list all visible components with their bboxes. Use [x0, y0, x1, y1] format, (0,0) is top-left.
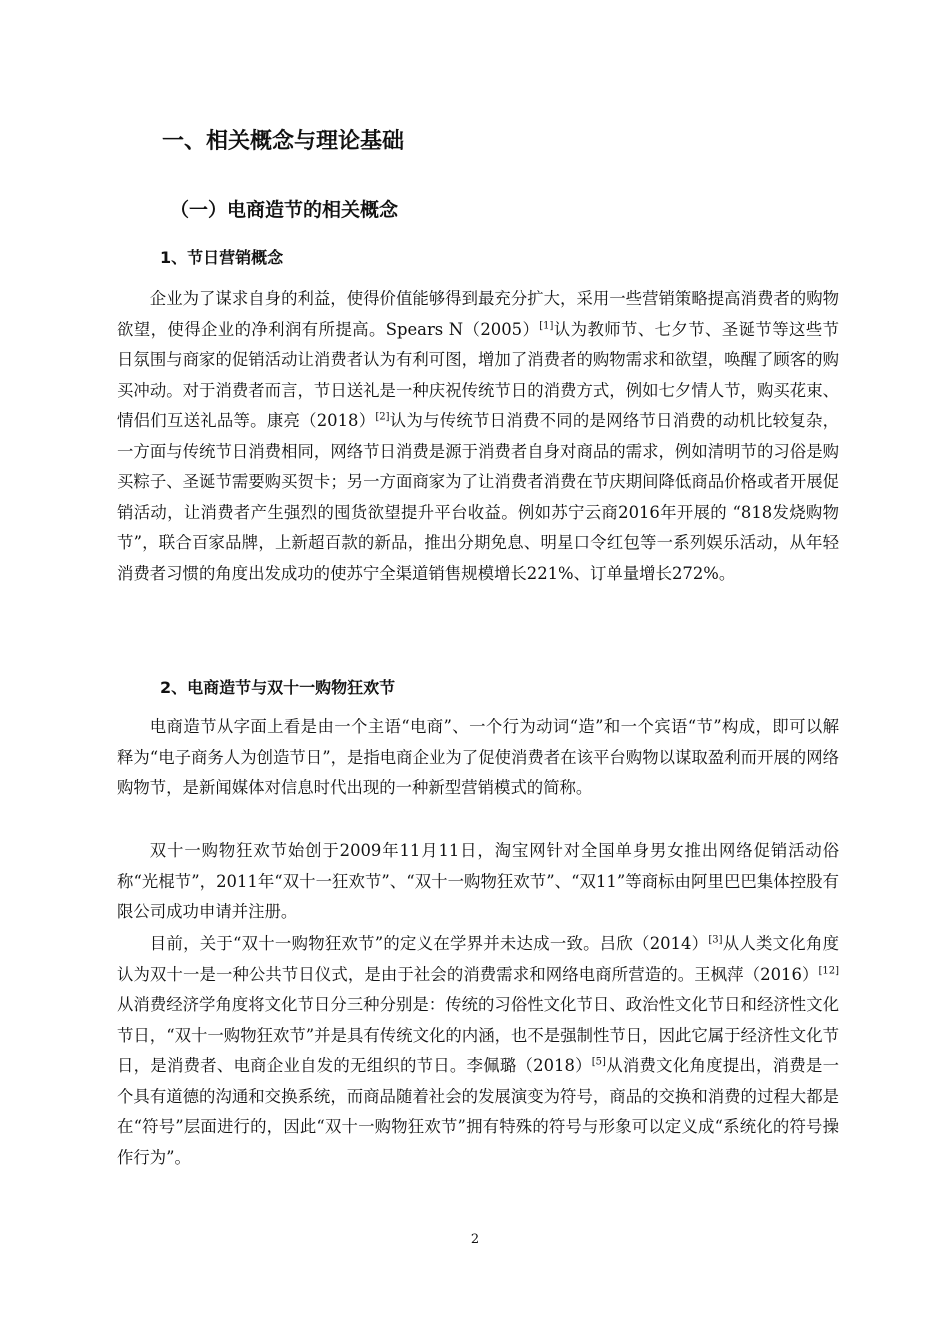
paragraph-text: 双十一购物狂欢节始创于2009年11月11日，淘宝网针对全国单身男女推出网络促销活动俗称“光棍节”，2011年“双十一狂欢节”、“双十一购物狂欢节”、“双11”等商标由阿里巴巴集体控股有限公司成功申请并注册。 — [117, 841, 839, 921]
paragraph-text: 从人类文化角度认为双十一是一种公共节日仪式，是由于社会的消费需求和网络电商所营造的。王枫萍（2016） — [117, 934, 839, 984]
paragraph-text: 认为教师节、七夕节、圣诞节等这些节日氛围与商家的促销活动让消费者认为有利可图，增加了消费者的购物需求和欲望，唤醒了顾客的购买冲动。对于消费者而言，节日送礼是一种庆祝传统节日的消费方式，例如七夕情人节，购买花束、情侣们互送礼品等。康亮（2018） — [117, 319, 840, 430]
paragraph-text: 从消费经济学角度将文化节日分三种分别是：传统的习俗性文化节日、政治性文化节日和经济性文化节日，“双十一购物狂欢节”并是具有传统文化的内涵，也不是强制性节日，因此它属于经济性文化节日，是消费者、电商企业自发的无组织的节日。李佩璐（2018） — [117, 995, 839, 1075]
paragraph-text: 目前，关于“双十一购物狂欢节”的定义在学界并未达成一致。吕欣（2014） — [149, 934, 709, 953]
paragraph-double-eleven-origin — [117, 836, 839, 928]
paragraph-text: 从消费文化角度提出，消费是一个具有道德的沟通和交换系统，而商品随着社会的发展演变为符号，商品的交换和消费的过程大都是在“符号”层面进行的，因此“双十一购物狂欢节”拥有特殊的符号与形象可以定义成“系统化的符号操作行为”。 — [117, 1056, 840, 1167]
paragraph-text: 电商造节从字面上看是由一个主语“电商”、一个行为动词“造”和一个宾语“节”构成，即可以解释为“电子商务人为创造节日”，是指电商企业为了促使消费者在该平台购物以谋取盈利而开展的网络购物节，是新闻媒体对信息时代出现的一种新型营销模式的简称。 — [117, 717, 839, 797]
section-heading: （一）电商造节的相关概念 — [170, 199, 399, 221]
subsection-heading-double-eleven: 2、电商造节与双十一购物狂欢节 — [160, 678, 396, 697]
paragraph-double-eleven-definitions — [117, 929, 839, 1173]
paragraph-text: 认为与传统节日消费不同的是网络节日消费的动机比较复杂，一方面与传统节日消费相同，网络节日消费是源于消费者自身对商品的需求，例如清明节的习俗是购买粽子、圣诞节需要购买贺卡；另一方面商家为了让消费者消费在节庆期间降低商品价格或者开展促销活动，让消费者产生强烈的囤货欲望提升平台收益。例如苏宁云商2016年开展的 “818发烧购物节”，联合百家品牌，上新超百款的新品，推出分期免息、明星口令红包等一系列娱乐活动，从年轻消费者习惯的角度出发成功的使苏宁全渠道销售规模增长221%、订单量增长272%。 — [117, 411, 839, 583]
paragraph-text: 企业为了谋求自身的利益，使得价值能够得到最充分扩大，采用一些营销策略提高消费者的购物欲望，使得企业的净利润有所提高。Spears N（2005） — [117, 289, 839, 339]
citation-ref[interactable]: [12] — [818, 965, 839, 977]
page-number: 2 — [470, 1232, 480, 1247]
citation-ref[interactable]: [3] — [708, 934, 723, 946]
citation-ref[interactable]: [2] — [375, 411, 390, 423]
paragraph-ecommerce-festival-definition — [117, 712, 839, 804]
chapter-heading: 一、相关概念与理论基础 — [162, 129, 405, 154]
paragraph-festival-marketing — [117, 284, 839, 589]
citation-ref[interactable]: [5] — [591, 1056, 606, 1068]
citation-ref[interactable]: [1] — [539, 320, 554, 332]
subsection-heading-festival-marketing: 1、节日营销概念 — [160, 248, 284, 267]
